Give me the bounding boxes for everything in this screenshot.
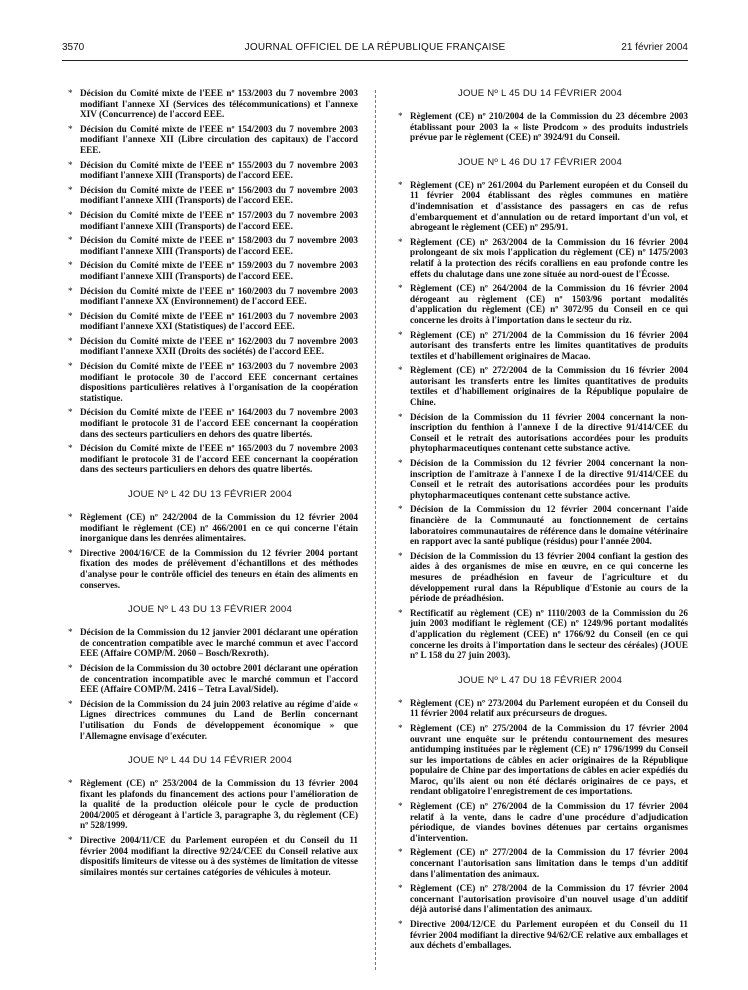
page-header	[62, 42, 688, 58]
list-item	[62, 548, 358, 590]
list-item-text: Règlement (CE) nº 278/2004 de la Commission du 17 février 2004 concernant l'autorisation provisoire d'un nouvel usage d'un additif déjà autorisé dans l'alimentation des animaux.	[410, 883, 688, 915]
asterisk-bullet: *	[398, 847, 403, 858]
list-item	[62, 699, 358, 741]
list-item	[392, 801, 688, 843]
asterisk-bullet: *	[68, 209, 73, 220]
asterisk-bullet: *	[398, 329, 403, 340]
section-heading: JOUE Nº L 45 DU 14 FÉVRIER 2004	[458, 88, 622, 99]
asterisk-bullet: *	[68, 235, 73, 246]
list-item	[392, 919, 688, 951]
list-item-text: Règlement (CE) nº 263/2004 de la Commission du 16 février 2004 prolongeant de six mois l'application du règlement (CE) nº 1475/2003 relatif à la protection des récifs coralliens en eau profonde contre les effets du chalutage dans une zone située au nord-ouest de l'Écosse.	[410, 236, 688, 279]
list-item	[62, 512, 358, 544]
asterisk-bullet: *	[68, 698, 73, 709]
asterisk-bullet: *	[68, 627, 73, 638]
list-item	[62, 235, 358, 256]
asterisk-bullet: *	[398, 283, 403, 294]
right-column	[392, 88, 688, 955]
list-item-text: Décision du Comité mixte de l'EEE nº 153/2003 du 7 novembre 2003 modifiant l'annexe XI (Services des télécommunications) et l'annexe XIV (Concurrence) de l'accord EEE.	[80, 88, 358, 120]
asterisk-bullet: *	[68, 335, 73, 346]
asterisk-bullet: *	[68, 662, 73, 673]
asterisk-bullet: *	[398, 550, 403, 561]
section-heading: JOUE Nº L 43 DU 13 FÉVRIER 2004	[128, 604, 292, 616]
list-item-text: Règlement (CE) nº 253/2004 de la Commission du 13 février 2004 fixant les plafonds du financement des actions pour l'amélioration de la qualité de la production oléicole pour le cycle de production 2004/2005 et dérogeant à l'article 3, paragraphe 3, du règlement (CE) nº 528/1999.	[80, 778, 358, 831]
list-item	[62, 835, 358, 877]
list-item	[62, 443, 358, 475]
asterisk-bullet: *	[398, 236, 403, 247]
list-item	[392, 608, 688, 661]
list-item	[392, 330, 688, 362]
list-item-text: Décision du Comité mixte de l'EEE nº 165/2003 du 7 novembre 2003 modifiant le protocole 31 de l'accord EEE concernant la coopération dans des secteurs particuliers en dehors des quatre libertés.	[80, 443, 358, 475]
asterisk-bullet: *	[68, 310, 73, 321]
list-item	[62, 286, 358, 307]
list-item-text: Décision du Comité mixte de l'EEE nº 159/2003 du 7 novembre 2003 modifiant l'annexe XIII (Transports) de l'accord EEE.	[80, 260, 358, 281]
section-heading: JOUE Nº L 42 DU 13 FÉVRIER 2004	[128, 489, 292, 500]
list-item-text: Décision du Comité mixte de l'EEE nº 155/2003 du 7 novembre 2003 modifiant l'annexe XIII (Transports) de l'accord EEE.	[80, 159, 358, 181]
asterisk-bullet: *	[68, 835, 73, 846]
list-item	[392, 551, 688, 604]
list-item	[62, 260, 358, 281]
list-item	[62, 124, 358, 156]
list-item-text: Décision de la Commission du 11 février 2004 concernant la non-inscription du fenthion à l'annexe I de la directive 91/414/CEE du Conseil et le retrait des autorisations accordées pour les produits phytopharmaceutiques contenant cette substance active.	[410, 411, 688, 454]
list-item	[392, 504, 688, 546]
list-item	[62, 336, 358, 357]
asterisk-bullet: *	[68, 512, 73, 522]
left-column	[62, 88, 358, 881]
list-item	[392, 365, 688, 407]
list-item	[62, 407, 358, 439]
list-item	[62, 361, 358, 403]
publication-date: 21 février 2004	[621, 42, 688, 53]
list-item-text: Décision du Comité mixte de l'EEE nº 158/2003 du 7 novembre 2003 modifiant l'annexe XIII (Transports) de l'accord EEE.	[80, 235, 358, 256]
list-item-text: Règlement (CE) nº 271/2004 de la Commission du 16 février 2004 autorisant des transferts entre les limites quantitatives de produits textiles et d'habillement originaires de Macao.	[410, 329, 688, 361]
list-item	[62, 160, 358, 181]
asterisk-bullet: *	[68, 260, 73, 271]
asterisk-bullet: *	[68, 123, 73, 134]
list-item	[392, 847, 688, 879]
list-item-text: Règlement (CE) nº 242/2004 de la Commission du 12 février 2004 modifiant le règlement (CE) nº 466/2001 en ce qui concerne l'étain inorganique dans les denrées alimentaires.	[80, 512, 358, 544]
list-item-text: Décision du Comité mixte de l'EEE nº 162/2003 du 7 novembre 2003 modifiant l'annexe XXII (Droits des sociétés) de l'accord EEE.	[80, 335, 358, 357]
journal-title: JOURNAL OFFICIEL DE LA RÉPUBLIQUE FRANÇAISE	[244, 42, 506, 53]
list-item-text: Décision du Comité mixte de l'EEE nº 156/2003 du 7 novembre 2003 modifiant l'annexe XIII (Transports) de l'accord EEE.	[80, 184, 358, 206]
section-heading: JOUE Nº L 46 DU 17 FÉVRIER 2004	[458, 156, 622, 168]
asterisk-bullet: *	[68, 184, 73, 195]
asterisk-bullet: *	[398, 919, 403, 929]
list-item-text: Règlement (CE) nº 273/2004 du Parlement européen et du Conseil du 11 février 2004 relatif aux précurseurs de drogues.	[410, 697, 688, 719]
list-item-text: Règlement (CE) nº 261/2004 du Parlement européen et du Conseil du 11 février 2004 établissant des règles communes en matière d'indemnisation et d'assistance des passagers en cas de refus d'embarquement et d'annulation ou de retard important d'un vol, et abrogeant le règlement (CEE) nº 295/91.	[410, 179, 688, 233]
asterisk-bullet: *	[68, 159, 73, 170]
list-item-text: Règlement (CE) nº 275/2004 de la Commission du 17 février 2004 ouvrant une enquête sur le prétendu contournement des mesures antidumping instituées par le règlement (CE) nº 1796/1999 du Conseil sur les importations de câbles en acier originaires de la République populaire de Chine par des importations de câbles en acier expédiés du Maroc, qu'ils aient ou non été déclarés originaires de ce pays, et rendant obligatoire l'enregistrement de ces importations.	[410, 722, 688, 797]
list-item	[392, 237, 688, 279]
list-item	[62, 88, 358, 120]
asterisk-bullet: *	[398, 365, 403, 376]
asterisk-bullet: *	[398, 411, 403, 422]
section-heading: JOUE Nº L 44 DU 14 FÉVRIER 2004	[128, 755, 292, 767]
list-item-text: Décision du Comité mixte de l'EEE nº 160/2003 du 7 novembre 2003 modifiant l'annexe XX (Environnement) de l'accord EEE.	[80, 285, 358, 307]
asterisk-bullet: *	[68, 547, 73, 558]
asterisk-bullet: *	[398, 504, 403, 515]
asterisk-bullet: *	[398, 697, 403, 708]
list-item	[392, 723, 688, 797]
list-item-text: Décision de la Commission du 30 octobre 2001 déclarant une opération de concentration incompatible avec le marché commun et l'accord EEE (Affaire COMP/M. 2416 – Tetra Laval/Sidel).	[80, 662, 358, 695]
list-item-text: Décision de la Commission du 12 février 2004 concernant l'aide financière de la Communauté au fonctionnement de certains laboratoires communautaires de référence dans le domaine vétérinaire en rapport avec la santé publique (résidus) pour l'année 2004.	[410, 504, 688, 547]
column-divider	[375, 90, 376, 970]
asterisk-bullet: *	[398, 801, 403, 812]
header-rule	[62, 60, 688, 61]
section-heading: JOUE Nº L 47 DU 18 FÉVRIER 2004	[458, 674, 622, 686]
list-item	[392, 458, 688, 500]
list-item-text: Directive 2004/16/CE de la Commission du 12 février 2004 portant fixation des modes de prélèvement d'échantillons et des méthodes d'analyse pour le contrôle officiel des teneurs en étain des aliments en conserves.	[80, 547, 358, 590]
list-item-text: Décision de la Commission du 12 janvier 2001 déclarant une opération de concentration compatible avec le marché commun et avec l'accord EEE (Affaire COMP/M. 2060 – Bosch/Rexroth).	[80, 627, 358, 659]
asterisk-bullet: *	[68, 361, 73, 372]
list-item-text: Décision du Comité mixte de l'EEE nº 164/2003 du 7 novembre 2003 modifiant le protocole 31 de l'accord EEE concernant la coopération dans des secteurs particuliers en dehors des quatre libertés.	[80, 407, 358, 439]
list-item	[392, 111, 688, 143]
asterisk-bullet: *	[68, 443, 73, 454]
list-item	[62, 778, 358, 831]
asterisk-bullet: *	[68, 778, 73, 789]
asterisk-bullet: *	[68, 285, 73, 296]
list-item-text: Règlement (CE) nº 277/2004 de la Commission du 17 février 2004 concernant l'autorisation sans limitation dans le temps d'un additif dans l'alimentation des animaux.	[410, 847, 688, 879]
asterisk-bullet: *	[398, 607, 403, 618]
list-item	[62, 311, 358, 332]
asterisk-bullet: *	[68, 407, 73, 418]
asterisk-bullet: *	[398, 111, 403, 121]
list-item-text: Décision de la Commission du 13 février 2004 confiant la gestion des aides à des organismes de mise en œuvre, en ce qui concerne les mesures de préadhésion en faveur de l'agriculture et du développement rural dans la République d'Estonie au cours de la période de préadhésion.	[410, 550, 688, 604]
page-number: 3570	[62, 42, 85, 53]
list-item	[392, 883, 688, 915]
asterisk-bullet: *	[68, 88, 73, 98]
list-item-text: Décision du Comité mixte de l'EEE nº 154/2003 du 7 novembre 2003 modifiant l'annexe XII (Libre circulation des capitaux) de l'accord EEE.	[80, 123, 358, 155]
list-item	[392, 180, 688, 233]
list-item	[62, 663, 358, 695]
list-item-text: Décision de la Commission du 12 février 2004 concernant la non-inscription de l'amitraze à l'annexe I de la directive 91/414/CEE du Conseil et le retrait des autorisations accordées pour les produits phytopharmaceutiques contenant cette substance active.	[410, 458, 688, 500]
list-item	[392, 698, 688, 719]
asterisk-bullet: *	[398, 722, 403, 733]
asterisk-bullet: *	[398, 458, 403, 469]
list-item-text: Règlement (CE) nº 272/2004 de la Commission du 16 février 2004 autorisant les transferts entre les limites quantitatives de produits textiles et d'habillement originaires de la République populaire de Chine.	[410, 365, 688, 408]
list-item-text: Directive 2004/12/CE du Parlement européen et du Conseil du 11 février 2004 modifiant la directive 94/62/CE relative aux emballages et aux déchets d'emballages.	[410, 919, 688, 951]
list-item-text: Rectificatif au règlement (CE) nº 1110/2003 de la Commission du 26 juin 2003 modifiant le règlement (CE) nº 1249/96 portant modalités d'application du règlement (CEE) nº 1766/92 du Conseil (en ce qui concerne les droits à l'importation dans le secteur des céréales) (JOUE nº L 158 du 27 juin 2003).	[410, 607, 688, 661]
list-item-text: Règlement (CE) nº 264/2004 de la Commission du 16 février 2004 dérogeant au règlement (CE) nº 1503/96 portant modalités d'application du règlement (CE) nº 3072/95 du Conseil en ce qui concerne les droits à l'importation dans le secteur du riz.	[410, 283, 688, 325]
list-item-text: Règlement (CE) nº 276/2004 de la Commission du 17 février 2004 relatif à la vente, dans le cadre d'une procédure d'adjudication périodique, de viandes bovines détenues par certains organismes d'intervention.	[410, 801, 688, 843]
list-item	[62, 627, 358, 659]
list-item	[392, 283, 688, 325]
list-item	[62, 210, 358, 231]
asterisk-bullet: *	[398, 883, 403, 894]
list-item-text: Décision de la Commission du 24 juin 2003 relative au régime d'aide « Lignes directrices communes du Land de Berlin concernant l'utilisation du Fonds de développement économique » que l'Allemagne envisage d'exécuter.	[80, 698, 358, 741]
list-item-text: Directive 2004/11/CE du Parlement européen et du Conseil du 11 février 2004 modifiant la directive 92/24/CEE du Conseil relative aux dispositifs limiteurs de vitesse ou à des systèmes de limitation de vitesse similaires montés sur certaines catégories de véhicules à moteur.	[80, 835, 358, 877]
list-item-text: Décision du Comité mixte de l'EEE nº 163/2003 du 7 novembre 2003 modifiant le protocole 30 de l'accord EEE concernant certaines dispositions particulières relatives à l'organisation de la coopération statistique.	[80, 361, 358, 403]
list-item-text: Règlement (CE) nº 210/2004 de la Commission du 23 décembre 2003 établissant pour 2003 la « liste Prodcom » des produits industriels prévue par le règlement (CEE) nº 3924/91 du Conseil.	[410, 111, 688, 143]
asterisk-bullet: *	[398, 179, 403, 190]
list-item	[392, 412, 688, 454]
list-item	[62, 185, 358, 206]
list-item-text: Décision du Comité mixte de l'EEE nº 161/2003 du 7 novembre 2003 modifiant l'annexe XXI (Statistiques) de l'accord EEE.	[80, 310, 358, 332]
list-item-text: Décision du Comité mixte de l'EEE nº 157/2003 du 7 novembre 2003 modifiant l'annexe XIII (Transports) de l'accord EEE.	[80, 209, 358, 231]
